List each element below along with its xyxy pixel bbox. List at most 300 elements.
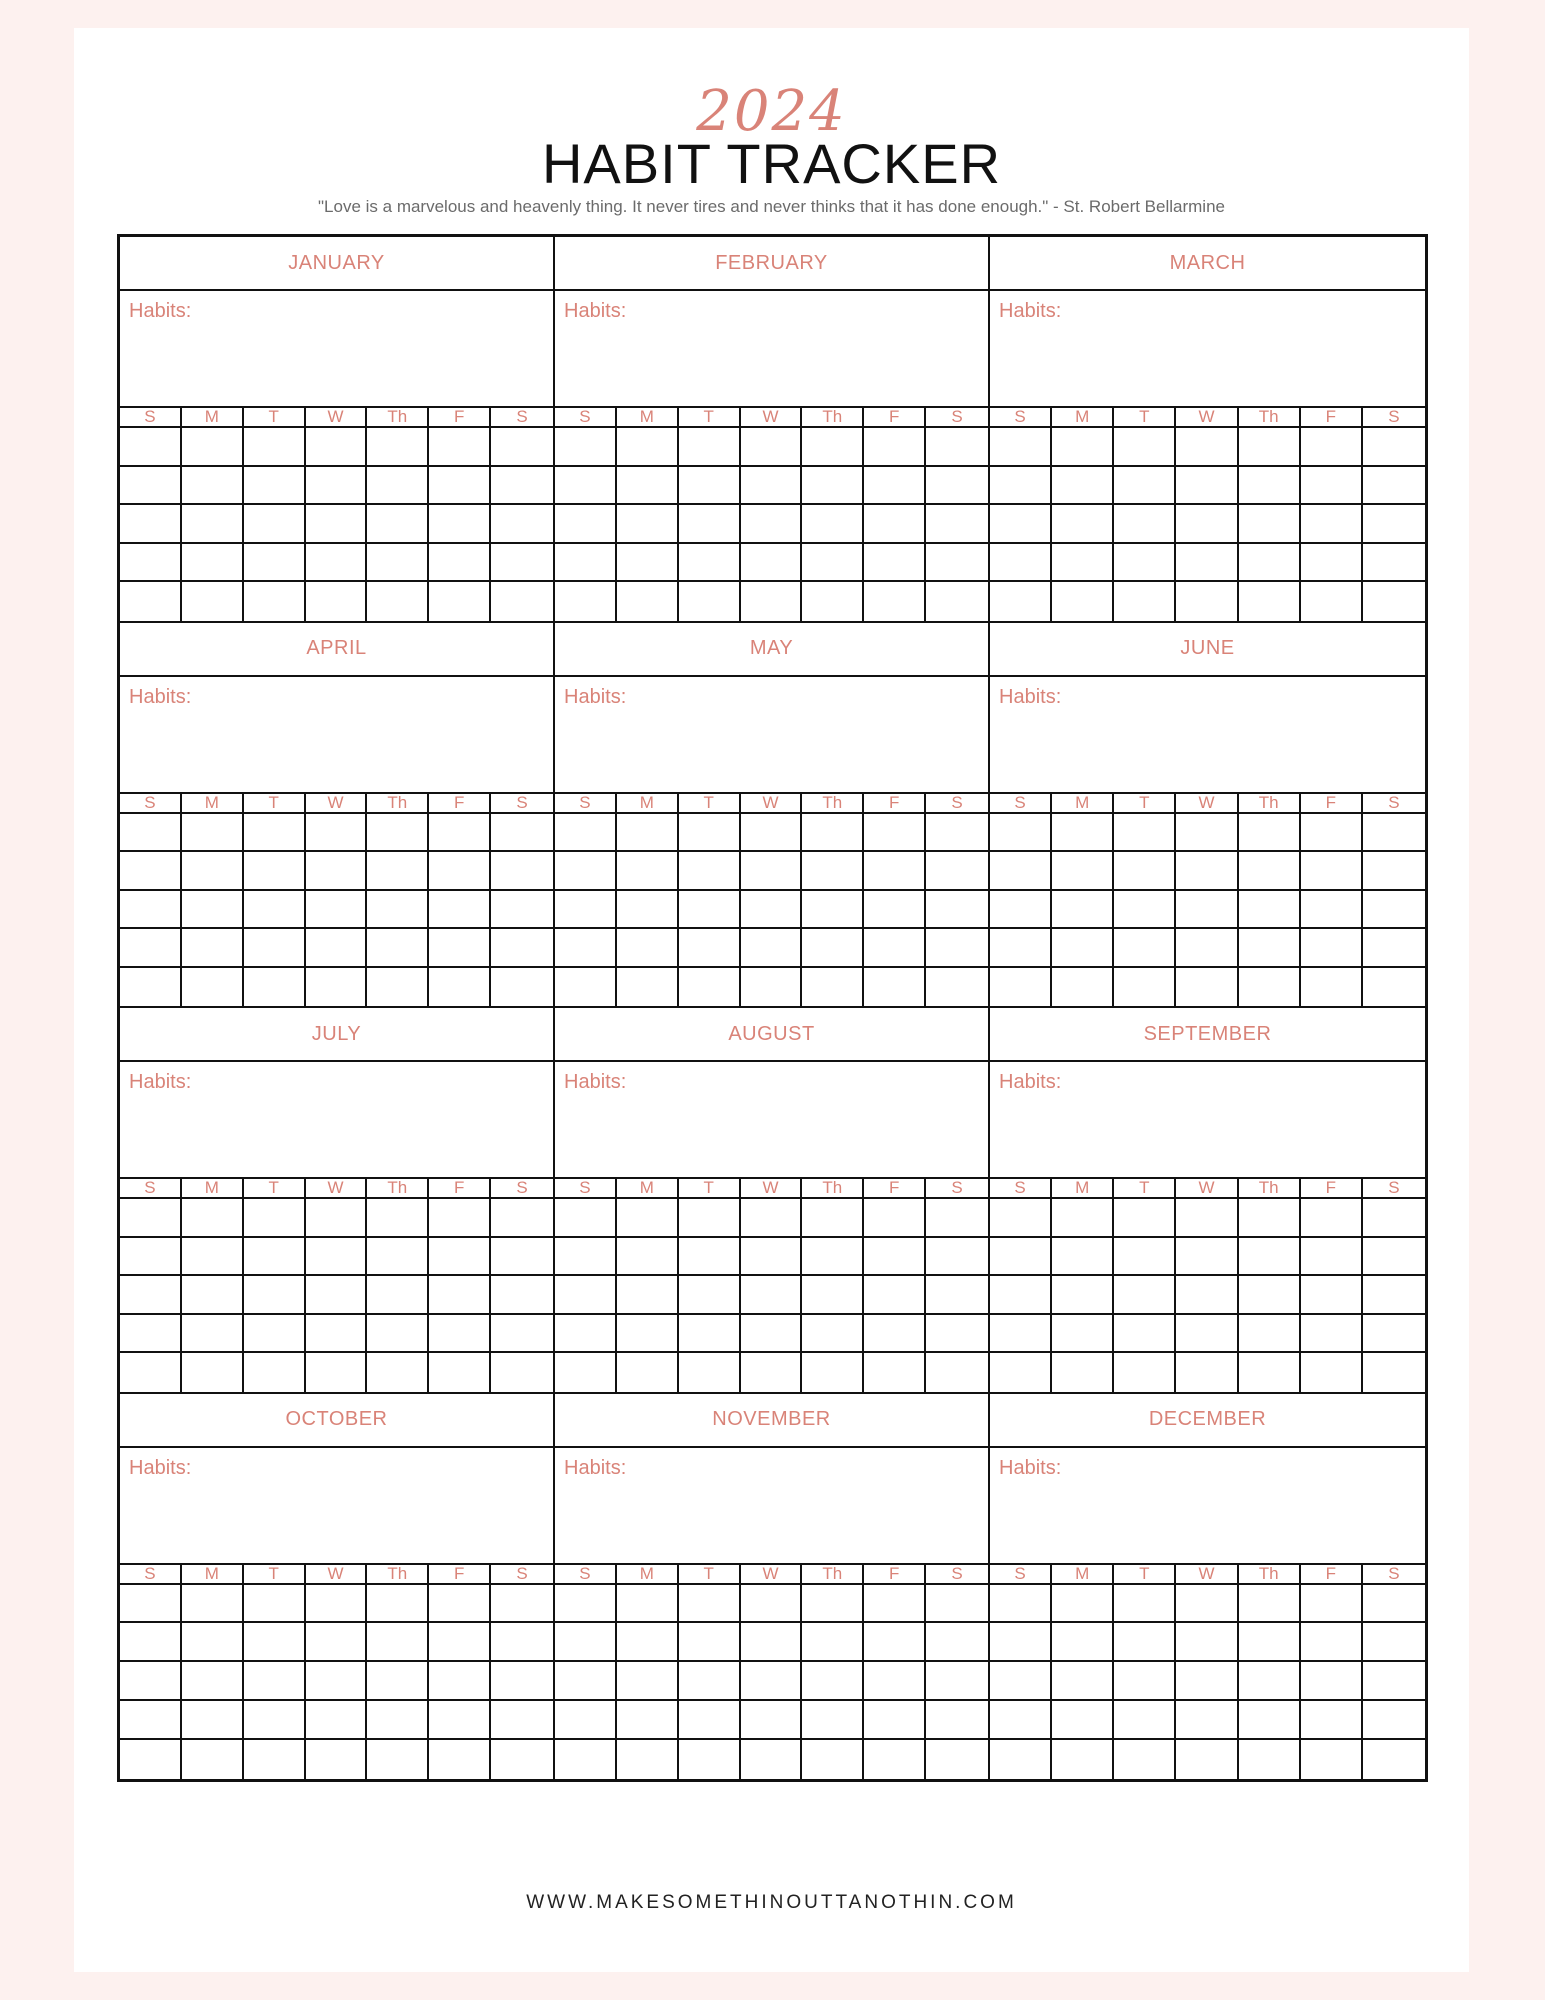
tracker-cell[interactable] bbox=[491, 929, 553, 968]
tracker-cell[interactable] bbox=[741, 1315, 803, 1354]
tracker-cell[interactable] bbox=[120, 1623, 182, 1662]
tracker-cell[interactable] bbox=[990, 544, 1052, 583]
tracker-cell[interactable] bbox=[120, 929, 182, 968]
tracker-cell[interactable] bbox=[429, 1315, 491, 1354]
tracker-cell[interactable] bbox=[429, 968, 491, 1007]
tracker-cell[interactable] bbox=[120, 544, 182, 583]
tracker-cell[interactable] bbox=[679, 968, 741, 1007]
tracker-cell[interactable] bbox=[491, 1199, 553, 1238]
tracker-cell[interactable] bbox=[367, 544, 429, 583]
tracker-cell[interactable] bbox=[617, 814, 679, 853]
tracker-cell[interactable] bbox=[429, 1662, 491, 1701]
tracker-cell[interactable] bbox=[182, 1353, 244, 1392]
tracker-cell[interactable] bbox=[617, 1199, 679, 1238]
tracker-cell[interactable] bbox=[182, 1199, 244, 1238]
tracker-cell[interactable] bbox=[182, 814, 244, 853]
tracker-cell[interactable] bbox=[1052, 1585, 1114, 1624]
habits-area[interactable] bbox=[120, 291, 553, 408]
tracker-cell[interactable] bbox=[1363, 814, 1425, 853]
tracker-cell[interactable] bbox=[1239, 505, 1301, 544]
tracker-cell[interactable] bbox=[926, 428, 988, 467]
tracker-cell[interactable] bbox=[802, 1623, 864, 1662]
tracker-cell[interactable] bbox=[367, 1662, 429, 1701]
tracker-cell[interactable] bbox=[367, 1623, 429, 1662]
tracker-cell[interactable] bbox=[120, 1238, 182, 1277]
tracker-cell[interactable] bbox=[741, 1276, 803, 1315]
tracker-cell[interactable] bbox=[1114, 582, 1176, 621]
tracker-cell[interactable] bbox=[182, 1315, 244, 1354]
tracker-cell[interactable] bbox=[1239, 467, 1301, 506]
tracker-cell[interactable] bbox=[1301, 852, 1363, 891]
tracker-cell[interactable] bbox=[120, 467, 182, 506]
tracker-cell[interactable] bbox=[1363, 1623, 1425, 1662]
tracker-cell[interactable] bbox=[306, 1585, 368, 1624]
tracker-cell[interactable] bbox=[1052, 1353, 1114, 1392]
tracker-cell[interactable] bbox=[1114, 1662, 1176, 1701]
tracker-cell[interactable] bbox=[679, 428, 741, 467]
tracker-cell[interactable] bbox=[306, 1199, 368, 1238]
tracker-cell[interactable] bbox=[555, 1238, 617, 1277]
tracker-cell[interactable] bbox=[306, 1276, 368, 1315]
tracker-cell[interactable] bbox=[1301, 1353, 1363, 1392]
tracker-cell[interactable] bbox=[1114, 544, 1176, 583]
tracker-cell[interactable] bbox=[864, 428, 926, 467]
tracker-cell[interactable] bbox=[182, 968, 244, 1007]
tracker-cell[interactable] bbox=[429, 1623, 491, 1662]
tracker-cell[interactable] bbox=[182, 1238, 244, 1277]
tracker-cell[interactable] bbox=[367, 1315, 429, 1354]
tracker-cell[interactable] bbox=[182, 582, 244, 621]
tracker-cell[interactable] bbox=[926, 505, 988, 544]
tracker-cell[interactable] bbox=[926, 1353, 988, 1392]
tracker-cell[interactable] bbox=[926, 852, 988, 891]
tracker-cell[interactable] bbox=[1052, 891, 1114, 930]
tracker-cell[interactable] bbox=[306, 891, 368, 930]
tracker-cell[interactable] bbox=[1176, 1353, 1238, 1392]
tracker-cell[interactable] bbox=[429, 1276, 491, 1315]
tracker-cell[interactable] bbox=[864, 1662, 926, 1701]
tracker-cell[interactable] bbox=[244, 505, 306, 544]
tracker-cell[interactable] bbox=[367, 505, 429, 544]
tracker-cell[interactable] bbox=[367, 929, 429, 968]
tracker-cell[interactable] bbox=[182, 467, 244, 506]
tracker-cell[interactable] bbox=[244, 582, 306, 621]
tracker-cell[interactable] bbox=[555, 1276, 617, 1315]
tracker-cell[interactable] bbox=[1052, 544, 1114, 583]
tracker-cell[interactable] bbox=[864, 1315, 926, 1354]
tracker-cell[interactable] bbox=[244, 1585, 306, 1624]
tracker-cell[interactable] bbox=[1114, 968, 1176, 1007]
tracker-cell[interactable] bbox=[555, 544, 617, 583]
tracker-cell[interactable] bbox=[1301, 1740, 1363, 1779]
tracker-cell[interactable] bbox=[555, 1701, 617, 1740]
tracker-cell[interactable] bbox=[926, 467, 988, 506]
tracker-cell[interactable] bbox=[429, 1740, 491, 1779]
tracker-cell[interactable] bbox=[802, 1315, 864, 1354]
tracker-cell[interactable] bbox=[491, 1315, 553, 1354]
tracker-cell[interactable] bbox=[306, 1353, 368, 1392]
tracker-cell[interactable] bbox=[1176, 1199, 1238, 1238]
tracker-cell[interactable] bbox=[491, 891, 553, 930]
habits-area[interactable] bbox=[120, 677, 553, 794]
tracker-cell[interactable] bbox=[926, 1238, 988, 1277]
tracker-cell[interactable] bbox=[429, 814, 491, 853]
tracker-cell[interactable] bbox=[802, 1353, 864, 1392]
tracker-cell[interactable] bbox=[617, 852, 679, 891]
tracker-cell[interactable] bbox=[741, 1662, 803, 1701]
tracker-cell[interactable] bbox=[555, 1585, 617, 1624]
tracker-cell[interactable] bbox=[679, 1199, 741, 1238]
tracker-cell[interactable] bbox=[990, 1199, 1052, 1238]
tracker-cell[interactable] bbox=[182, 852, 244, 891]
tracker-cell[interactable] bbox=[679, 1315, 741, 1354]
tracker-cell[interactable] bbox=[429, 1238, 491, 1277]
tracker-cell[interactable] bbox=[491, 505, 553, 544]
tracker-cell[interactable] bbox=[491, 1353, 553, 1392]
tracker-cell[interactable] bbox=[1363, 1199, 1425, 1238]
tracker-cell[interactable] bbox=[120, 582, 182, 621]
tracker-cell[interactable] bbox=[1176, 891, 1238, 930]
tracker-cell[interactable] bbox=[1301, 1238, 1363, 1277]
tracker-cell[interactable] bbox=[802, 505, 864, 544]
tracker-cell[interactable] bbox=[1176, 428, 1238, 467]
tracker-cell[interactable] bbox=[182, 1701, 244, 1740]
tracker-cell[interactable] bbox=[1114, 505, 1176, 544]
tracker-cell[interactable] bbox=[1114, 1585, 1176, 1624]
tracker-cell[interactable] bbox=[1363, 1353, 1425, 1392]
tracker-cell[interactable] bbox=[244, 467, 306, 506]
tracker-cell[interactable] bbox=[679, 1740, 741, 1779]
tracker-cell[interactable] bbox=[1301, 1276, 1363, 1315]
tracker-cell[interactable] bbox=[182, 505, 244, 544]
tracker-cell[interactable] bbox=[367, 852, 429, 891]
tracker-cell[interactable] bbox=[244, 929, 306, 968]
tracker-cell[interactable] bbox=[306, 929, 368, 968]
tracker-cell[interactable] bbox=[679, 852, 741, 891]
tracker-cell[interactable] bbox=[1301, 1623, 1363, 1662]
tracker-cell[interactable] bbox=[306, 544, 368, 583]
tracker-cell[interactable] bbox=[802, 1585, 864, 1624]
tracker-cell[interactable] bbox=[990, 1585, 1052, 1624]
tracker-cell[interactable] bbox=[1052, 1199, 1114, 1238]
tracker-cell[interactable] bbox=[429, 582, 491, 621]
tracker-cell[interactable] bbox=[1363, 428, 1425, 467]
tracker-cell[interactable] bbox=[367, 1353, 429, 1392]
tracker-cell[interactable] bbox=[802, 1199, 864, 1238]
tracker-cell[interactable] bbox=[990, 852, 1052, 891]
tracker-cell[interactable] bbox=[679, 1353, 741, 1392]
tracker-cell[interactable] bbox=[1176, 1238, 1238, 1277]
tracker-cell[interactable] bbox=[679, 1276, 741, 1315]
tracker-cell[interactable] bbox=[1363, 1701, 1425, 1740]
tracker-cell[interactable] bbox=[1114, 852, 1176, 891]
tracker-cell[interactable] bbox=[1239, 428, 1301, 467]
habits-area[interactable] bbox=[120, 1448, 553, 1565]
tracker-cell[interactable] bbox=[1114, 929, 1176, 968]
tracker-cell[interactable] bbox=[555, 1199, 617, 1238]
tracker-cell[interactable] bbox=[367, 1701, 429, 1740]
tracker-cell[interactable] bbox=[1052, 1701, 1114, 1740]
tracker-cell[interactable] bbox=[244, 1353, 306, 1392]
tracker-cell[interactable] bbox=[306, 1701, 368, 1740]
tracker-cell[interactable] bbox=[617, 544, 679, 583]
tracker-cell[interactable] bbox=[367, 582, 429, 621]
tracker-cell[interactable] bbox=[1052, 929, 1114, 968]
tracker-cell[interactable] bbox=[1176, 1623, 1238, 1662]
tracker-cell[interactable] bbox=[1114, 1701, 1176, 1740]
tracker-cell[interactable] bbox=[741, 1585, 803, 1624]
tracker-cell[interactable] bbox=[1301, 582, 1363, 621]
tracker-cell[interactable] bbox=[864, 968, 926, 1007]
tracker-cell[interactable] bbox=[555, 968, 617, 1007]
tracker-cell[interactable] bbox=[1239, 891, 1301, 930]
tracker-cell[interactable] bbox=[1363, 968, 1425, 1007]
tracker-cell[interactable] bbox=[367, 968, 429, 1007]
tracker-cell[interactable] bbox=[679, 1662, 741, 1701]
tracker-cell[interactable] bbox=[1052, 1740, 1114, 1779]
tracker-cell[interactable] bbox=[367, 814, 429, 853]
tracker-cell[interactable] bbox=[429, 428, 491, 467]
tracker-cell[interactable] bbox=[306, 852, 368, 891]
tracker-cell[interactable] bbox=[306, 1662, 368, 1701]
tracker-cell[interactable] bbox=[429, 1585, 491, 1624]
tracker-cell[interactable] bbox=[120, 891, 182, 930]
tracker-cell[interactable] bbox=[367, 467, 429, 506]
tracker-cell[interactable] bbox=[802, 929, 864, 968]
tracker-cell[interactable] bbox=[244, 1701, 306, 1740]
tracker-cell[interactable] bbox=[1239, 1199, 1301, 1238]
tracker-cell[interactable] bbox=[491, 1740, 553, 1779]
tracker-cell[interactable] bbox=[1363, 505, 1425, 544]
tracker-cell[interactable] bbox=[306, 1740, 368, 1779]
tracker-cell[interactable] bbox=[1114, 1623, 1176, 1662]
tracker-cell[interactable] bbox=[1114, 1238, 1176, 1277]
tracker-cell[interactable] bbox=[1301, 929, 1363, 968]
tracker-cell[interactable] bbox=[741, 1199, 803, 1238]
tracker-cell[interactable] bbox=[741, 929, 803, 968]
tracker-cell[interactable] bbox=[864, 1740, 926, 1779]
tracker-cell[interactable] bbox=[926, 929, 988, 968]
tracker-cell[interactable] bbox=[679, 582, 741, 621]
tracker-cell[interactable] bbox=[367, 1740, 429, 1779]
tracker-cell[interactable] bbox=[990, 1662, 1052, 1701]
tracker-cell[interactable] bbox=[1301, 814, 1363, 853]
tracker-cell[interactable] bbox=[120, 1701, 182, 1740]
tracker-cell[interactable] bbox=[864, 814, 926, 853]
tracker-cell[interactable] bbox=[1301, 1585, 1363, 1624]
tracker-cell[interactable] bbox=[182, 1662, 244, 1701]
tracker-cell[interactable] bbox=[926, 968, 988, 1007]
tracker-cell[interactable] bbox=[1114, 1740, 1176, 1779]
tracker-cell[interactable] bbox=[864, 1623, 926, 1662]
tracker-cell[interactable] bbox=[802, 1701, 864, 1740]
tracker-cell[interactable] bbox=[120, 1353, 182, 1392]
tracker-cell[interactable] bbox=[802, 968, 864, 1007]
tracker-cell[interactable] bbox=[120, 852, 182, 891]
tracker-cell[interactable] bbox=[990, 1623, 1052, 1662]
tracker-cell[interactable] bbox=[1176, 1315, 1238, 1354]
tracker-cell[interactable] bbox=[120, 1315, 182, 1354]
tracker-cell[interactable] bbox=[429, 929, 491, 968]
tracker-cell[interactable] bbox=[555, 814, 617, 853]
tracker-cell[interactable] bbox=[990, 1238, 1052, 1277]
tracker-cell[interactable] bbox=[990, 1315, 1052, 1354]
tracker-cell[interactable] bbox=[617, 1276, 679, 1315]
tracker-cell[interactable] bbox=[1176, 968, 1238, 1007]
tracker-cell[interactable] bbox=[990, 1701, 1052, 1740]
tracker-cell[interactable] bbox=[1301, 544, 1363, 583]
tracker-cell[interactable] bbox=[1239, 1585, 1301, 1624]
tracker-cell[interactable] bbox=[555, 582, 617, 621]
tracker-cell[interactable] bbox=[1363, 929, 1425, 968]
tracker-cell[interactable] bbox=[244, 1238, 306, 1277]
tracker-cell[interactable] bbox=[741, 505, 803, 544]
tracker-cell[interactable] bbox=[491, 428, 553, 467]
tracker-cell[interactable] bbox=[990, 929, 1052, 968]
tracker-cell[interactable] bbox=[1239, 1238, 1301, 1277]
tracker-cell[interactable] bbox=[1114, 1199, 1176, 1238]
habits-area[interactable] bbox=[120, 1062, 553, 1179]
tracker-cell[interactable] bbox=[306, 1623, 368, 1662]
tracker-cell[interactable] bbox=[741, 428, 803, 467]
tracker-cell[interactable] bbox=[1301, 1701, 1363, 1740]
tracker-cell[interactable] bbox=[926, 891, 988, 930]
tracker-cell[interactable] bbox=[367, 1585, 429, 1624]
tracker-cell[interactable] bbox=[926, 1315, 988, 1354]
tracker-cell[interactable] bbox=[491, 544, 553, 583]
tracker-cell[interactable] bbox=[306, 467, 368, 506]
tracker-cell[interactable] bbox=[864, 1199, 926, 1238]
tracker-cell[interactable] bbox=[617, 1353, 679, 1392]
tracker-cell[interactable] bbox=[367, 891, 429, 930]
tracker-cell[interactable] bbox=[926, 544, 988, 583]
tracker-cell[interactable] bbox=[1052, 1623, 1114, 1662]
tracker-cell[interactable] bbox=[1363, 1276, 1425, 1315]
tracker-cell[interactable] bbox=[182, 1623, 244, 1662]
tracker-cell[interactable] bbox=[367, 428, 429, 467]
tracker-cell[interactable] bbox=[555, 428, 617, 467]
tracker-cell[interactable] bbox=[244, 544, 306, 583]
tracker-cell[interactable] bbox=[617, 968, 679, 1007]
tracker-cell[interactable] bbox=[491, 1238, 553, 1277]
tracker-cell[interactable] bbox=[244, 1662, 306, 1701]
tracker-cell[interactable] bbox=[1176, 505, 1238, 544]
tracker-cell[interactable] bbox=[1176, 814, 1238, 853]
tracker-cell[interactable] bbox=[617, 1585, 679, 1624]
tracker-cell[interactable] bbox=[926, 582, 988, 621]
tracker-cell[interactable] bbox=[1114, 428, 1176, 467]
tracker-cell[interactable] bbox=[1114, 1276, 1176, 1315]
tracker-cell[interactable] bbox=[306, 428, 368, 467]
tracker-cell[interactable] bbox=[555, 505, 617, 544]
tracker-cell[interactable] bbox=[679, 544, 741, 583]
tracker-cell[interactable] bbox=[306, 582, 368, 621]
tracker-cell[interactable] bbox=[1363, 1315, 1425, 1354]
tracker-cell[interactable] bbox=[864, 467, 926, 506]
tracker-cell[interactable] bbox=[182, 1585, 244, 1624]
tracker-cell[interactable] bbox=[306, 968, 368, 1007]
tracker-cell[interactable] bbox=[990, 467, 1052, 506]
habits-area[interactable] bbox=[555, 1448, 988, 1565]
tracker-cell[interactable] bbox=[741, 1238, 803, 1277]
tracker-cell[interactable] bbox=[555, 1315, 617, 1354]
tracker-cell[interactable] bbox=[741, 814, 803, 853]
tracker-cell[interactable] bbox=[429, 1701, 491, 1740]
tracker-cell[interactable] bbox=[306, 814, 368, 853]
tracker-cell[interactable] bbox=[182, 428, 244, 467]
tracker-cell[interactable] bbox=[1052, 428, 1114, 467]
tracker-cell[interactable] bbox=[990, 505, 1052, 544]
tracker-cell[interactable] bbox=[1301, 968, 1363, 1007]
tracker-cell[interactable] bbox=[679, 1585, 741, 1624]
tracker-cell[interactable] bbox=[1363, 1662, 1425, 1701]
tracker-cell[interactable] bbox=[1176, 1585, 1238, 1624]
tracker-cell[interactable] bbox=[1176, 582, 1238, 621]
tracker-cell[interactable] bbox=[1239, 1315, 1301, 1354]
tracker-cell[interactable] bbox=[617, 1315, 679, 1354]
tracker-cell[interactable] bbox=[926, 1662, 988, 1701]
tracker-cell[interactable] bbox=[802, 544, 864, 583]
tracker-cell[interactable] bbox=[491, 1276, 553, 1315]
tracker-cell[interactable] bbox=[429, 467, 491, 506]
tracker-cell[interactable] bbox=[802, 582, 864, 621]
tracker-cell[interactable] bbox=[990, 968, 1052, 1007]
tracker-cell[interactable] bbox=[617, 1740, 679, 1779]
habits-area[interactable] bbox=[990, 1062, 1425, 1179]
tracker-cell[interactable] bbox=[926, 1740, 988, 1779]
habits-area[interactable] bbox=[555, 291, 988, 408]
tracker-cell[interactable] bbox=[1052, 582, 1114, 621]
tracker-cell[interactable] bbox=[1114, 1315, 1176, 1354]
tracker-cell[interactable] bbox=[1176, 1701, 1238, 1740]
tracker-cell[interactable] bbox=[926, 814, 988, 853]
tracker-cell[interactable] bbox=[741, 1740, 803, 1779]
tracker-cell[interactable] bbox=[679, 891, 741, 930]
tracker-cell[interactable] bbox=[617, 505, 679, 544]
tracker-cell[interactable] bbox=[1052, 1315, 1114, 1354]
tracker-cell[interactable] bbox=[120, 1276, 182, 1315]
tracker-cell[interactable] bbox=[182, 1740, 244, 1779]
tracker-cell[interactable] bbox=[491, 1701, 553, 1740]
tracker-cell[interactable] bbox=[120, 1199, 182, 1238]
habits-area[interactable] bbox=[555, 1062, 988, 1179]
tracker-cell[interactable] bbox=[617, 929, 679, 968]
tracker-cell[interactable] bbox=[990, 814, 1052, 853]
tracker-cell[interactable] bbox=[429, 891, 491, 930]
tracker-cell[interactable] bbox=[1239, 929, 1301, 968]
tracker-cell[interactable] bbox=[491, 968, 553, 1007]
tracker-cell[interactable] bbox=[864, 1238, 926, 1277]
tracker-cell[interactable] bbox=[802, 1662, 864, 1701]
tracker-cell[interactable] bbox=[802, 852, 864, 891]
tracker-cell[interactable] bbox=[1239, 968, 1301, 1007]
tracker-cell[interactable] bbox=[1363, 467, 1425, 506]
tracker-cell[interactable] bbox=[1176, 1276, 1238, 1315]
tracker-cell[interactable] bbox=[864, 929, 926, 968]
tracker-cell[interactable] bbox=[617, 891, 679, 930]
tracker-cell[interactable] bbox=[1052, 1662, 1114, 1701]
tracker-cell[interactable] bbox=[1239, 1276, 1301, 1315]
tracker-cell[interactable] bbox=[741, 1623, 803, 1662]
tracker-cell[interactable] bbox=[1301, 467, 1363, 506]
tracker-cell[interactable] bbox=[802, 1238, 864, 1277]
tracker-cell[interactable] bbox=[429, 852, 491, 891]
tracker-cell[interactable] bbox=[1239, 814, 1301, 853]
tracker-cell[interactable] bbox=[926, 1276, 988, 1315]
tracker-cell[interactable] bbox=[926, 1623, 988, 1662]
tracker-cell[interactable] bbox=[617, 1662, 679, 1701]
tracker-cell[interactable] bbox=[555, 1740, 617, 1779]
